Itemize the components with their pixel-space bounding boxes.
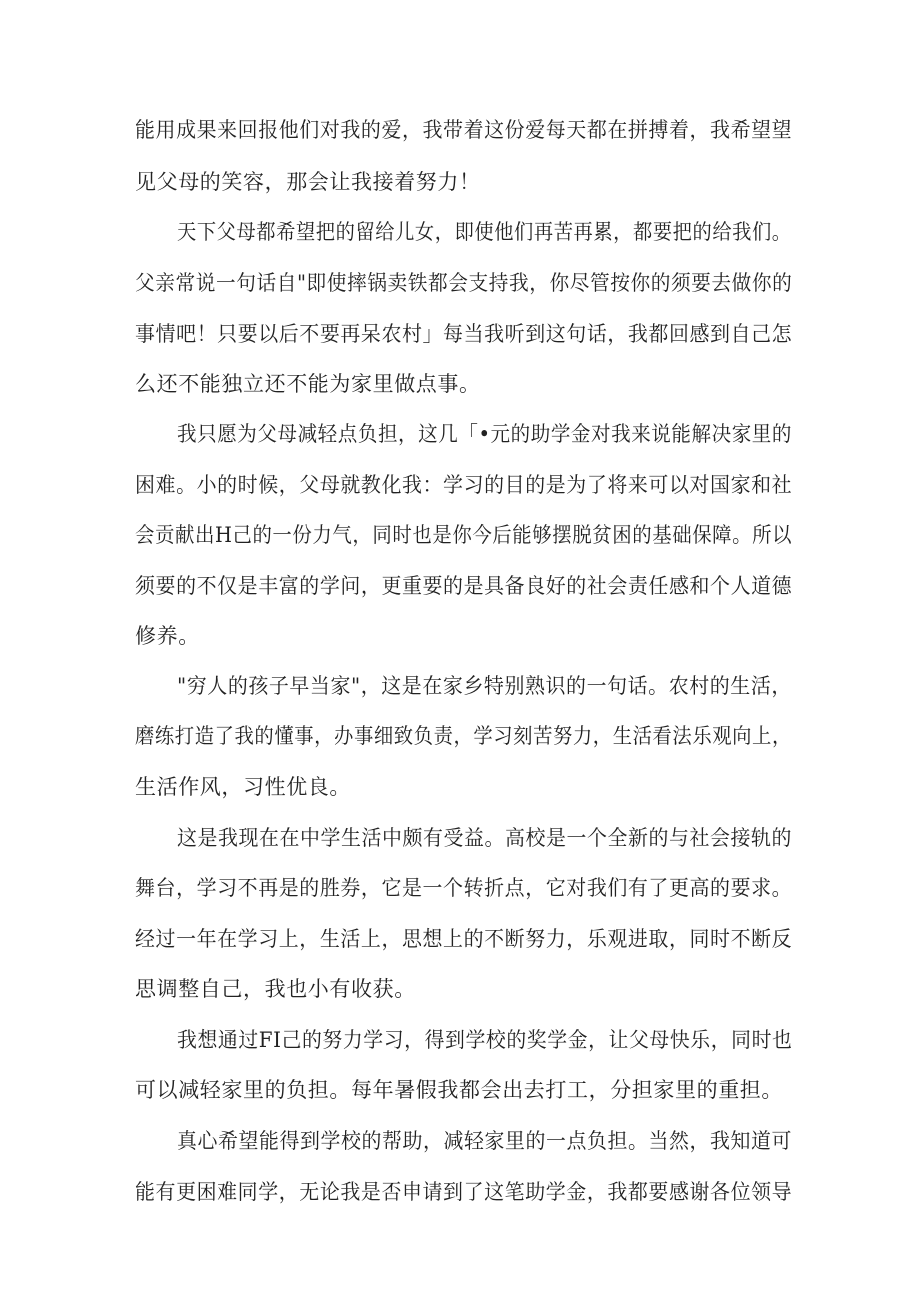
text-line: 可以减轻家里的负担。每年暑假我都会出去打工，分担家里的重担。 xyxy=(135,1078,783,1102)
text-line: 事情吧！只要以后不要再呆农村」每当我听到这句话，我都回感到自己怎 xyxy=(135,322,793,346)
text-line: 磨练打造了我的懂事，办事细致负责，学习刻苦努力，生活看法乐观向上， xyxy=(135,724,792,748)
paragraph-first-line: "穷人的孩子早当家"，这是在家乡特别熟识的一句话。农村的生活， xyxy=(177,674,792,698)
text-line: 会贡献出H己的一份力气，同时也是你今后能够摆脱贫困的基础保障。所以 xyxy=(135,523,793,547)
paragraph-first-line: 我只愿为父母减轻点负担，这几「•元的助学金对我来说能解决家里的 xyxy=(177,422,792,446)
text-line: 父亲常说一句话自"即使摔锅卖铁都会支持我，你尽管按你的须要去做你的 xyxy=(135,271,793,295)
text-line: 么还不能独立还不能为家里做点事。 xyxy=(135,372,481,396)
text-line: 经过一年在学习上，生活上，思想上的不断努力，乐观进取，同时不断反 xyxy=(135,927,793,951)
paragraph-first-line: 天下父母都希望把的留给儿女，即使他们再苦再累，都要把的给我们。 xyxy=(177,220,792,244)
text-line: 困难。小的时候，父母就教化我：学习的目的是为了将来可以对国家和社 xyxy=(135,473,793,497)
paragraph-first-line: 这是我现在在中学生活中颇有受益。高校是一个全新的与社会接轨的 xyxy=(177,826,793,850)
text-line: 舞台，学习不再是的胜券，它是一个转折点，它对我们有了更高的要求。 xyxy=(135,876,793,900)
text-line: 能有更困难同学，无论我是否申请到了这笔助学金，我都要感谢各位领导 xyxy=(135,1180,793,1204)
paragraph-first-line: 真心希望能得到学校的帮助，减轻家里的一点负担。当然，我知道可 xyxy=(177,1129,793,1153)
text-line: 须要的不仅是丰富的学问，更重要的是具备良好的社会责任感和个人道德 xyxy=(135,574,793,598)
text-line: 能用成果来回报他们对我的爱，我带着这份爱每天都在拼搏着，我希望望 xyxy=(135,118,793,142)
text-line: 修养。 xyxy=(135,624,200,648)
text-line: 生活作风，习性优良。 xyxy=(135,775,351,799)
paragraph-first-line: 我想通过FI己的努力学习，得到学校的奖学金，让父母快乐，同时也 xyxy=(177,1028,793,1052)
text-line: 见父母的笑容，那会让我接着努力！ xyxy=(135,170,481,194)
text-line: 思调整自己，我也小有收获。 xyxy=(135,977,416,1001)
